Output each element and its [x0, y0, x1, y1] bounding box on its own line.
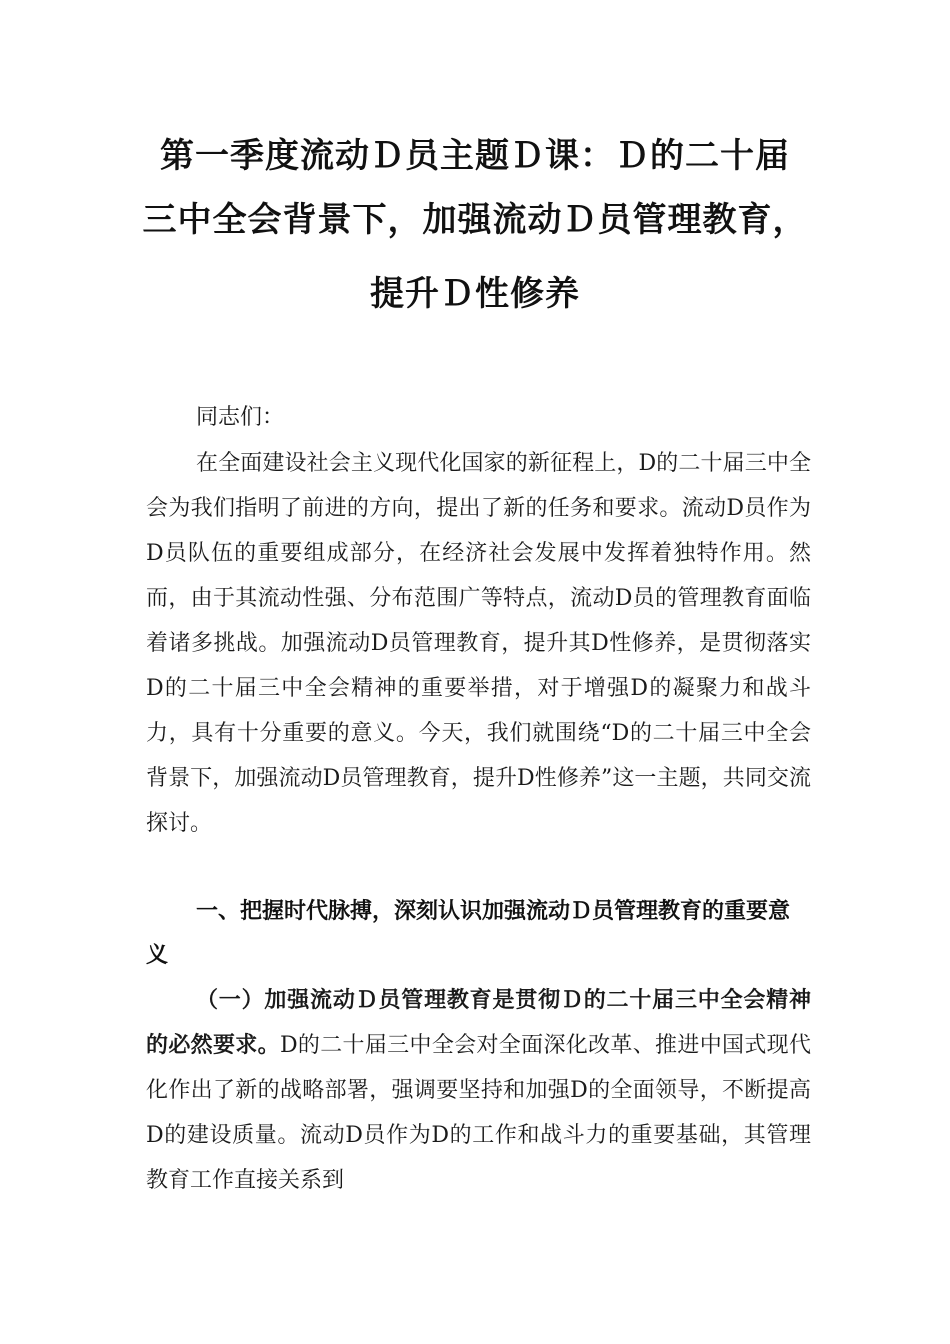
body-paragraph-2-text: D的二十届三中全会对全面深化改革、推进中国式现代化作出了新的战略部署，强调要坚持和加强D的全面领导，不断提高D的建设质量。流动D员作为D的工作和战斗力的重要基础，其管理教育工作直接关系到 [146, 1033, 811, 1193]
section-heading-1: 一、把握时代脉搏，深刻认识加强流动Ｄ员管理教育的重要意义 [146, 899, 791, 968]
document-title-line-2: 三中全会背景下，加强流动Ｄ员管理教育， [142, 200, 808, 240]
body-paragraph-2 [146, 978, 811, 1203]
sub-heading-1: （一）加强流动Ｄ员管理教育是贯彻Ｄ的二十届三中全会精神的必然要求。 [146, 988, 811, 1058]
body-paragraph-1: 在全面建设社会主义现代化国家的新征程上，D的二十届三中全会为我们指明了前进的方向，提出了新的任务和要求。流动D员作为D员队伍的重要组成部分，在经济社会发展中发挥着独特作用。然而，由于其流动性强、分布范围广等特点，流动D员的管理教育面临着诸多挑战。加强流动D员管理教育，提升其D性修养，是贯彻落实D的二十届三中全会精神的重要举措，对于增强D的凝聚力和战斗力，具有十分重要的意义。今天，我们就围绕“D的二十届三中全会背景下，加强流动D员管理教育，提升D性修养”这一主题，共同交流探讨。 [146, 451, 811, 836]
document-title-line-1: 第一季度流动Ｄ员主题Ｄ课：Ｄ的二十届 [160, 136, 790, 176]
document-title-line-3: 提升Ｄ性修养 [370, 274, 580, 314]
greeting: 同志们： [196, 405, 285, 430]
